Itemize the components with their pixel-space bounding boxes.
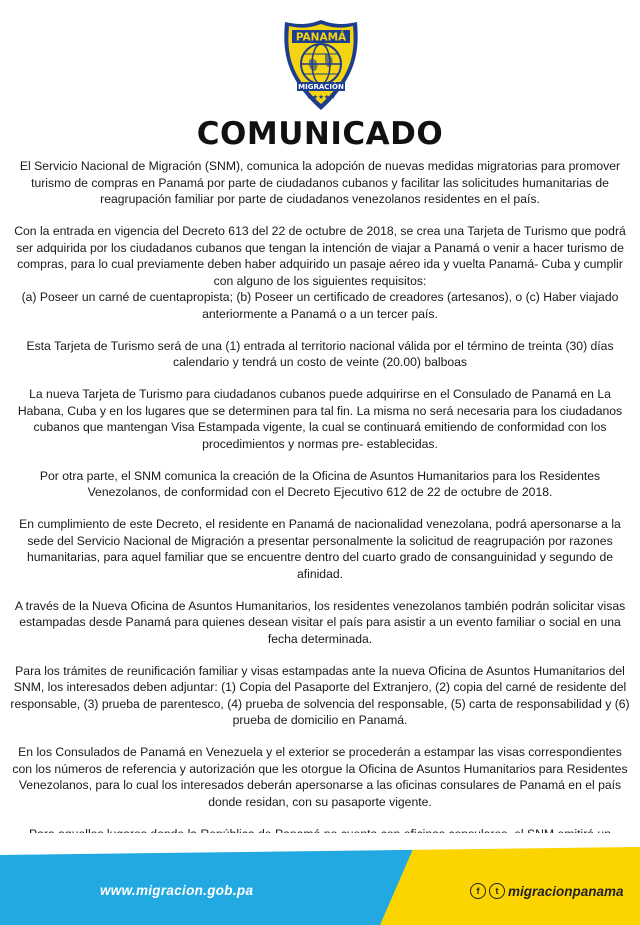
social-handle-text: migracionpanama <box>508 883 624 899</box>
paragraph-visas: A través de la Nueva Oficina de Asuntos Humanitarios, los residentes venezolanos también podrán solicitar visas estampadas desde Panamá para quienes desean visitar el país para asistir a un evento familiar o social en una fecha determinada. <box>14 598 626 646</box>
social-handle[interactable] <box>470 883 624 899</box>
logo-top-text: PANAMÁ <box>295 31 347 44</box>
logo-stars: ★★★★★ <box>306 93 336 101</box>
paragraph-humanitarian-office: Por otra parte, el SNM comunica la creación de la Oficina de Asuntos Humanitarios para los Residentes Venezolanos, de conformidad con el Decreto Ejecutivo 612 de 22 de octubre de 2018. <box>39 468 601 499</box>
page-title: COMUNICADO <box>196 116 444 152</box>
paragraph-decree-compliance: En cumplimiento de este Decreto, el residente en Panamá de nacionalidad venezolana, podrá apersonarse a la sede del Servicio Nacional de Migración a presentar personalmente la solicitud de reagrupación por razones humanitarias, para aquel familiar que se encuentre dentro del cuarto grado de consanguinidad y segundo de afinidad. <box>19 517 621 581</box>
paragraph-tourism-card-availability: La nueva Tarjeta de Turismo para ciudadanos cubanos puede adquirirse en el Consulado de Panamá en La Habana, Cuba y en los lugares que se determinen para tal fin. La misma no será necesaria para los ciudadanos cubanos que mantengan Visa Estampada vigente, la cual se continuará emitiendo de conformidad con los procedimientos y normas pre- establecidas. <box>17 387 623 451</box>
website-link[interactable]: www.migracion.gob.pa <box>100 883 254 898</box>
document-body <box>8 158 632 891</box>
paragraph-decree-613: Con la entrada en vigencia del Decreto 613 del 22 de octubre de 2018, se crea una Tarjeta de Turismo que podrá ser adquirida por los ciudadanos cubanos que tengan la intención de viajar a Panamá o venir a hacer turismo de compras, para lo cual previamente deben haber adquirido un pasaje aéreo ida y vuelta Panamá- Cuba y cumplir con alguno de los siguientes requisitos: (a) Poseer un carné de cuentapropista; (b) Poseer un certificado de creadores (artesanos), o (c) Haber viajado anteriormente a Panamá o a un tercer país. <box>14 224 626 321</box>
paragraph-tourism-card-cost: Esta Tarjeta de Turismo será de una (1) entrada al territorio nacional válida por el término de treinta (30) días calendario y tendrá un costo de veinte (20.00) balboas <box>26 338 614 369</box>
paragraph-intro: El Servicio Nacional de Migración (SNM), comunica la adopción de nuevas medidas migratorias para promover turismo de compras en Panamá por parte de ciudadanos cubanos y facilitar las solicitudes humanitarias de reagrupación familiar por parte de ciudadanos venezolanos residentes en el país. <box>19 159 621 206</box>
migracion-panama-logo <box>281 18 361 112</box>
paragraph-consulates: En los Consulados de Panamá en Venezuela y el exterior se procederán a estampar las visas correspondientes con los números de referencia y autorización que les otorgue la Oficina de Asuntos Humanitarios para Residentes Venezolanos, para lo cual los interesados deberán apersonarse a las oficinas consulares de Panamá en el país donde residan, con su pasaporte vigente. <box>12 745 628 809</box>
footer <box>0 833 640 925</box>
facebook-icon[interactable]: f <box>470 883 486 899</box>
twitter-icon[interactable]: t <box>489 883 505 899</box>
logo-bottom-text: MIGRACIÓN <box>298 83 344 92</box>
paragraph-requirements: Para los trámites de reunificación familiar y visas estampadas ante la nueva Oficina de Asuntos Humanitarios del SNM, los interesados deben adjuntar: (1) Copia del Pasaporte del Extranjero, (2) copia del carné de residente del responsable, (3) prueba de parentesco, (4) prueba de solvencia del responsable, (5) carta de responsabilidad y (6) prueba de domicilio en Panamá. <box>10 663 630 727</box>
footer-banner <box>0 833 640 925</box>
